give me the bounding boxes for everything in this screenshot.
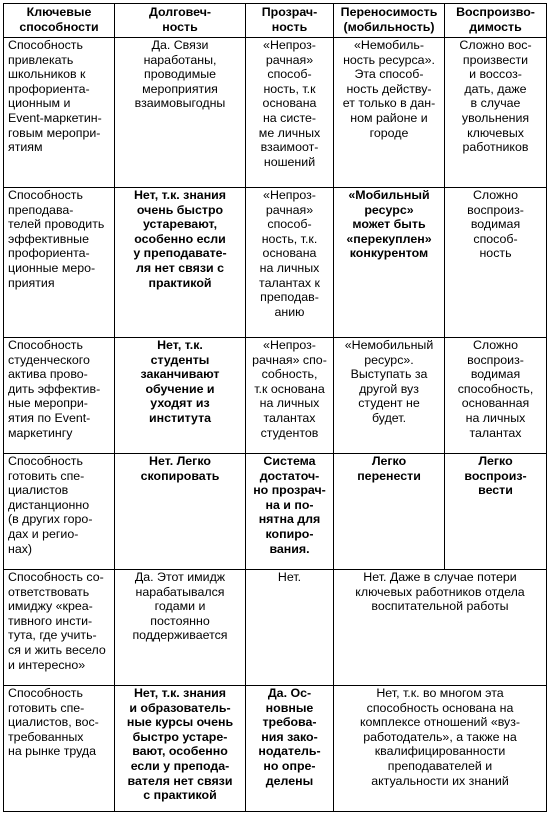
header-row: [4, 4, 547, 38]
transparency-cell: Да. Ос- новные требова- ния зако- нодатель- но опре- делены: [246, 686, 334, 812]
durability-cell: Нет, т.к. студенты заканчивают обучение и уходят из института: [115, 338, 246, 454]
portability-cell: «Мобильный ресурс» может быть «перекуплен» конкурентом: [334, 188, 445, 338]
capability-cell: Способность готовить спе- циалистов, вос- требованных на рынке труда: [4, 686, 115, 812]
table-row: [4, 338, 547, 454]
transparency-cell: Система достаточ- но прозрач- на и по- нятна для копиро- вания.: [246, 454, 334, 570]
portability-reproducibility-cell: Нет, т.к. во многом эта способность основана на комплексе отношений «вуз- работодатель», а также на квалифицированности преподавателей и актуальности их знаний: [334, 686, 547, 812]
reproducibility-cell: Легко воспроиз- вести: [445, 454, 547, 570]
durability-cell: Нет, т.к. знания и образователь- ные курсы очень быстро устаре- вают, особенно если у препода- вателя нет связи с практикой: [115, 686, 246, 812]
header-reproducibility: Воспроизво- димость: [445, 4, 547, 38]
durability-cell: Нет. Легко скопировать: [115, 454, 246, 570]
table-row: [4, 188, 547, 338]
portability-cell: «Немобильный ресурс». Выступать за другой вуз студент не будет.: [334, 338, 445, 454]
durability-cell: Нет, т.к. знания очень быстро устаревают, особенно если у преподавате- ля нет связи с практикой: [115, 188, 246, 338]
header-portability: Переносимость (мобильность): [334, 4, 445, 38]
reproducibility-cell: Сложно воспроиз- водимая способ- ность: [445, 188, 547, 338]
transparency-cell: Нет.: [246, 570, 334, 686]
portability-cell: Легко перенести: [334, 454, 445, 570]
durability-cell: Да. Этот имидж нарабатывался годами и постоянно поддерживается: [115, 570, 246, 686]
header-transparency: Прозрач- ность: [246, 4, 334, 38]
durability-cell: Да. Связи наработаны, проводимые мероприятия взаимовыгодны: [115, 38, 246, 188]
table-row: [4, 38, 547, 188]
capability-cell: Способность со- ответствовать имиджу «креа- тивного инсти- тута, где учить- ся и жить весело и интересно»: [4, 570, 115, 686]
table-row: [4, 454, 547, 570]
capability-cell: Способность готовить спе- циалистов дистанционно (в других горо- дах и регио- нах): [4, 454, 115, 570]
portability-reproducibility-cell: Нет. Даже в случае потери ключевых работников отдела воспитательной работы: [334, 570, 547, 686]
table-row: [4, 570, 547, 686]
reproducibility-cell: Сложно вос- произвести и воссоз- дать, даже в случае увольнения ключевых работников: [445, 38, 547, 188]
reproducibility-cell: Сложно воспроиз- водимая способность, основанная на личных талантах: [445, 338, 547, 454]
transparency-cell: «Непроз- рачная» способ- ность, т.к. основана на личных талантах к преподав- анию: [246, 188, 334, 338]
transparency-cell: «Непроз- рачная» способ- ность, т.к основана на систе- ме личных взаимоот- ношений: [246, 38, 334, 188]
portability-cell: «Немобиль- ность ресурса». Эта способ- ность действу- ет только в дан- ном районе и городе: [334, 38, 445, 188]
capability-cell: Способность студенческого актива прово- дить эффектив- ные меропри- ятия по Event- маркетингу: [4, 338, 115, 454]
header-key-capabilities: Ключевые способности: [4, 4, 115, 38]
capability-cell: Способность преподава- телей проводить эффективные профориента- ционные меро- приятия: [4, 188, 115, 338]
transparency-cell: «Непроз- рачная» спо- собность, т.к основана на личных талантах студентов: [246, 338, 334, 454]
capability-cell: Способность привлекать школьников к профориента- ционным и Event-маркетин- говым меропри- ятиям: [4, 38, 115, 188]
header-durability: Долговеч- ность: [115, 4, 246, 38]
capabilities-table: [3, 3, 547, 812]
table-row: [4, 686, 547, 812]
